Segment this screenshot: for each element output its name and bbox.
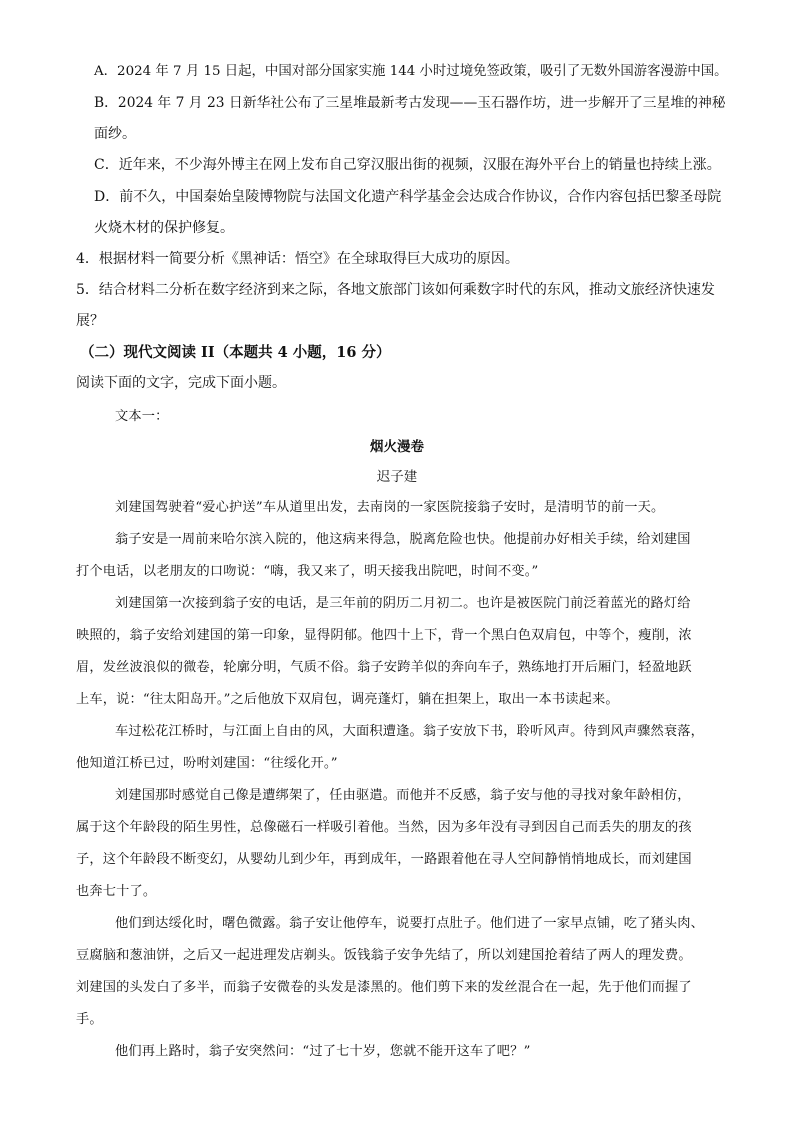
story-line: 映照的，翁子安给刘建国的第一印象，显得阴郁。他四十上下，背一个黑白色双肩包，中等个，瘦削，浓 <box>76 628 692 643</box>
story-line: 翁子安是一周前来哈尔滨入院的，他这病来得急，脱离危险也快。他提前办好相关手续，给刘建国 <box>115 532 691 547</box>
story-line: 也奔七十了。 <box>76 884 157 899</box>
option-b: B．2024 年 7 月 23 日新华社公布了三星堆最新考古发现——玉石器作坊，进一步解开了三星堆的神秘 <box>94 95 726 111</box>
question-4: 4．根据材料一简要分析《黑神话：悟空》在全球取得巨大成功的原因。 <box>76 251 519 267</box>
option-a: A．2024 年 7 月 15 日起，中国对部分国家实施 144 小时过境免签政策，吸引了无数外国游客漫游中国。 <box>94 64 728 79</box>
story-line: 刘建国那时感觉自己像是遭绑架了，任由驱遣。而他并不反感，翁子安与他的寻找对象年龄相仿， <box>115 788 691 803</box>
story-line: 豆腐脑和葱油饼，之后又一起进理发店剃头。饭钱翁子安争先结了，所以刘建国抢着结了两人的理发费。 <box>76 948 692 963</box>
story-line: 刘建国驾驶着“爱心护送”车从道里出发，去南岗的一家医院接翁子安时，是清明节的前一天。 <box>115 500 665 515</box>
question-5: 5．结合材料二分析在数字经济到来之际，各地文旅部门该如何乘数字时代的东风，推动文旅经济快速发 <box>76 282 715 298</box>
story-line: 他们再上路时，翁子安突然问：“过了七十岁，您就不能开这车了吧？” <box>115 1044 531 1059</box>
story-line: 上车，说：“往太阳岛开。”之后他放下双肩包，调亮蓬灯，躺在担架上，取出一本书读起来。 <box>76 692 619 707</box>
story-title: 烟火漫卷 <box>370 439 424 455</box>
option-d: D．前不久，中国秦始皇陵博物院与法国文化遗产科学基金会达成合作协议，合作内容包括巴黎圣母院 <box>94 189 722 205</box>
question-5-continued: 展？ <box>76 313 104 329</box>
option-d-continued: 火烧木材的保护修复。 <box>94 220 234 236</box>
story-line: 车过松花江桥时，与江面上自由的风，大面积遭逢。翁子安放下书，聆听风声。待到风声骤然衰落， <box>115 724 705 739</box>
story-line: 他知道江桥已过，吩咐刘建国：“往绥化开。” <box>76 756 338 771</box>
story-line: 子，这个年龄段不断变幻，从婴幼儿到少年，再到成年，一路跟着他在寻人空间静悄悄地成长，而刘建国 <box>76 852 692 867</box>
option-c: C．近年来，不少海外博主在网上发布自己穿汉服出街的视频，汉服在海外平台上的销量也持续上涨。 <box>94 157 721 173</box>
story-line: 刘建国的头发白了多半，而翁子安微卷的头发是漆黑的。他们剪下来的发丝混合在一起，先于他们而握了 <box>76 980 692 995</box>
story-line: 眉，发丝波浪似的微卷，轮廓分明，气质不俗。翁子安跨羊似的奔向车子，熟练地打开后厢门，轻盈地跃 <box>76 660 692 675</box>
section-instruction: 阅读下面的文字，完成下面小题。 <box>76 375 286 391</box>
story-line: 属于这个年龄段的陌生男性，总像磁石一样吸引着他。当然，因为多年没有寻到因自己而丢失的朋友的孩 <box>76 820 692 835</box>
story-line: 手。 <box>76 1012 103 1027</box>
story-line: 打个电话，以老朋友的口吻说：“嗨，我又来了，明天接我出院吧，时间不变。” <box>76 564 539 579</box>
story-author: 迟子建 <box>376 469 418 485</box>
story-line: 他们到达绥化时，曙色微露。翁子安让他停车，说要打点肚子。他们进了一家早点铺，吃了猪头肉、 <box>115 916 705 931</box>
section-heading: （二）现代文阅读 II（本题共 4 小题，16 分） <box>80 344 391 361</box>
story-line: 刘建国第一次接到翁子安的电话，是三年前的阴历二月初二。也许是被医院门前泛着蓝光的路灯给 <box>115 596 691 611</box>
option-b-continued: 面纱。 <box>94 126 136 142</box>
text-label: 文本一： <box>115 409 169 424</box>
